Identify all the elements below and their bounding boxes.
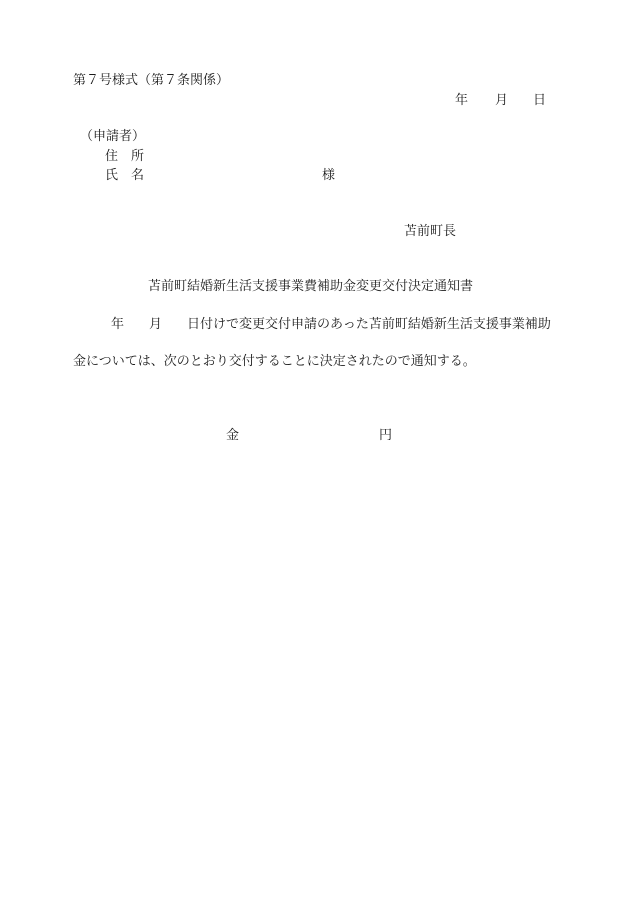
form-number: 第７号様式（第７条関係） <box>73 73 230 88</box>
date-day-label: 日 <box>533 93 547 108</box>
amount-prefix: 金 <box>226 428 240 443</box>
date-year-label: 年 <box>455 93 469 108</box>
issuer-title: 苫前町長 <box>404 224 457 239</box>
document-title: 苫前町結婚新生活支援事業費補助金変更交付決定通知書 <box>148 279 474 294</box>
body-month-label: 月 <box>149 317 163 332</box>
name-label: 氏 名 <box>105 168 145 183</box>
date-month-label: 月 <box>495 93 509 108</box>
applicant-label: （申請者） <box>80 129 146 144</box>
body-text-line1: 日付けで変更交付申請のあった苫前町結婚新生活支援事業補助 <box>187 317 551 332</box>
address-label: 住 所 <box>105 149 145 164</box>
body-text-line2: 金については、次のとおり交付することに決定されたので通知する。 <box>73 354 476 369</box>
body-year-label: 年 <box>111 317 125 332</box>
amount-suffix: 円 <box>379 428 393 443</box>
honorific-label: 様 <box>322 168 336 183</box>
